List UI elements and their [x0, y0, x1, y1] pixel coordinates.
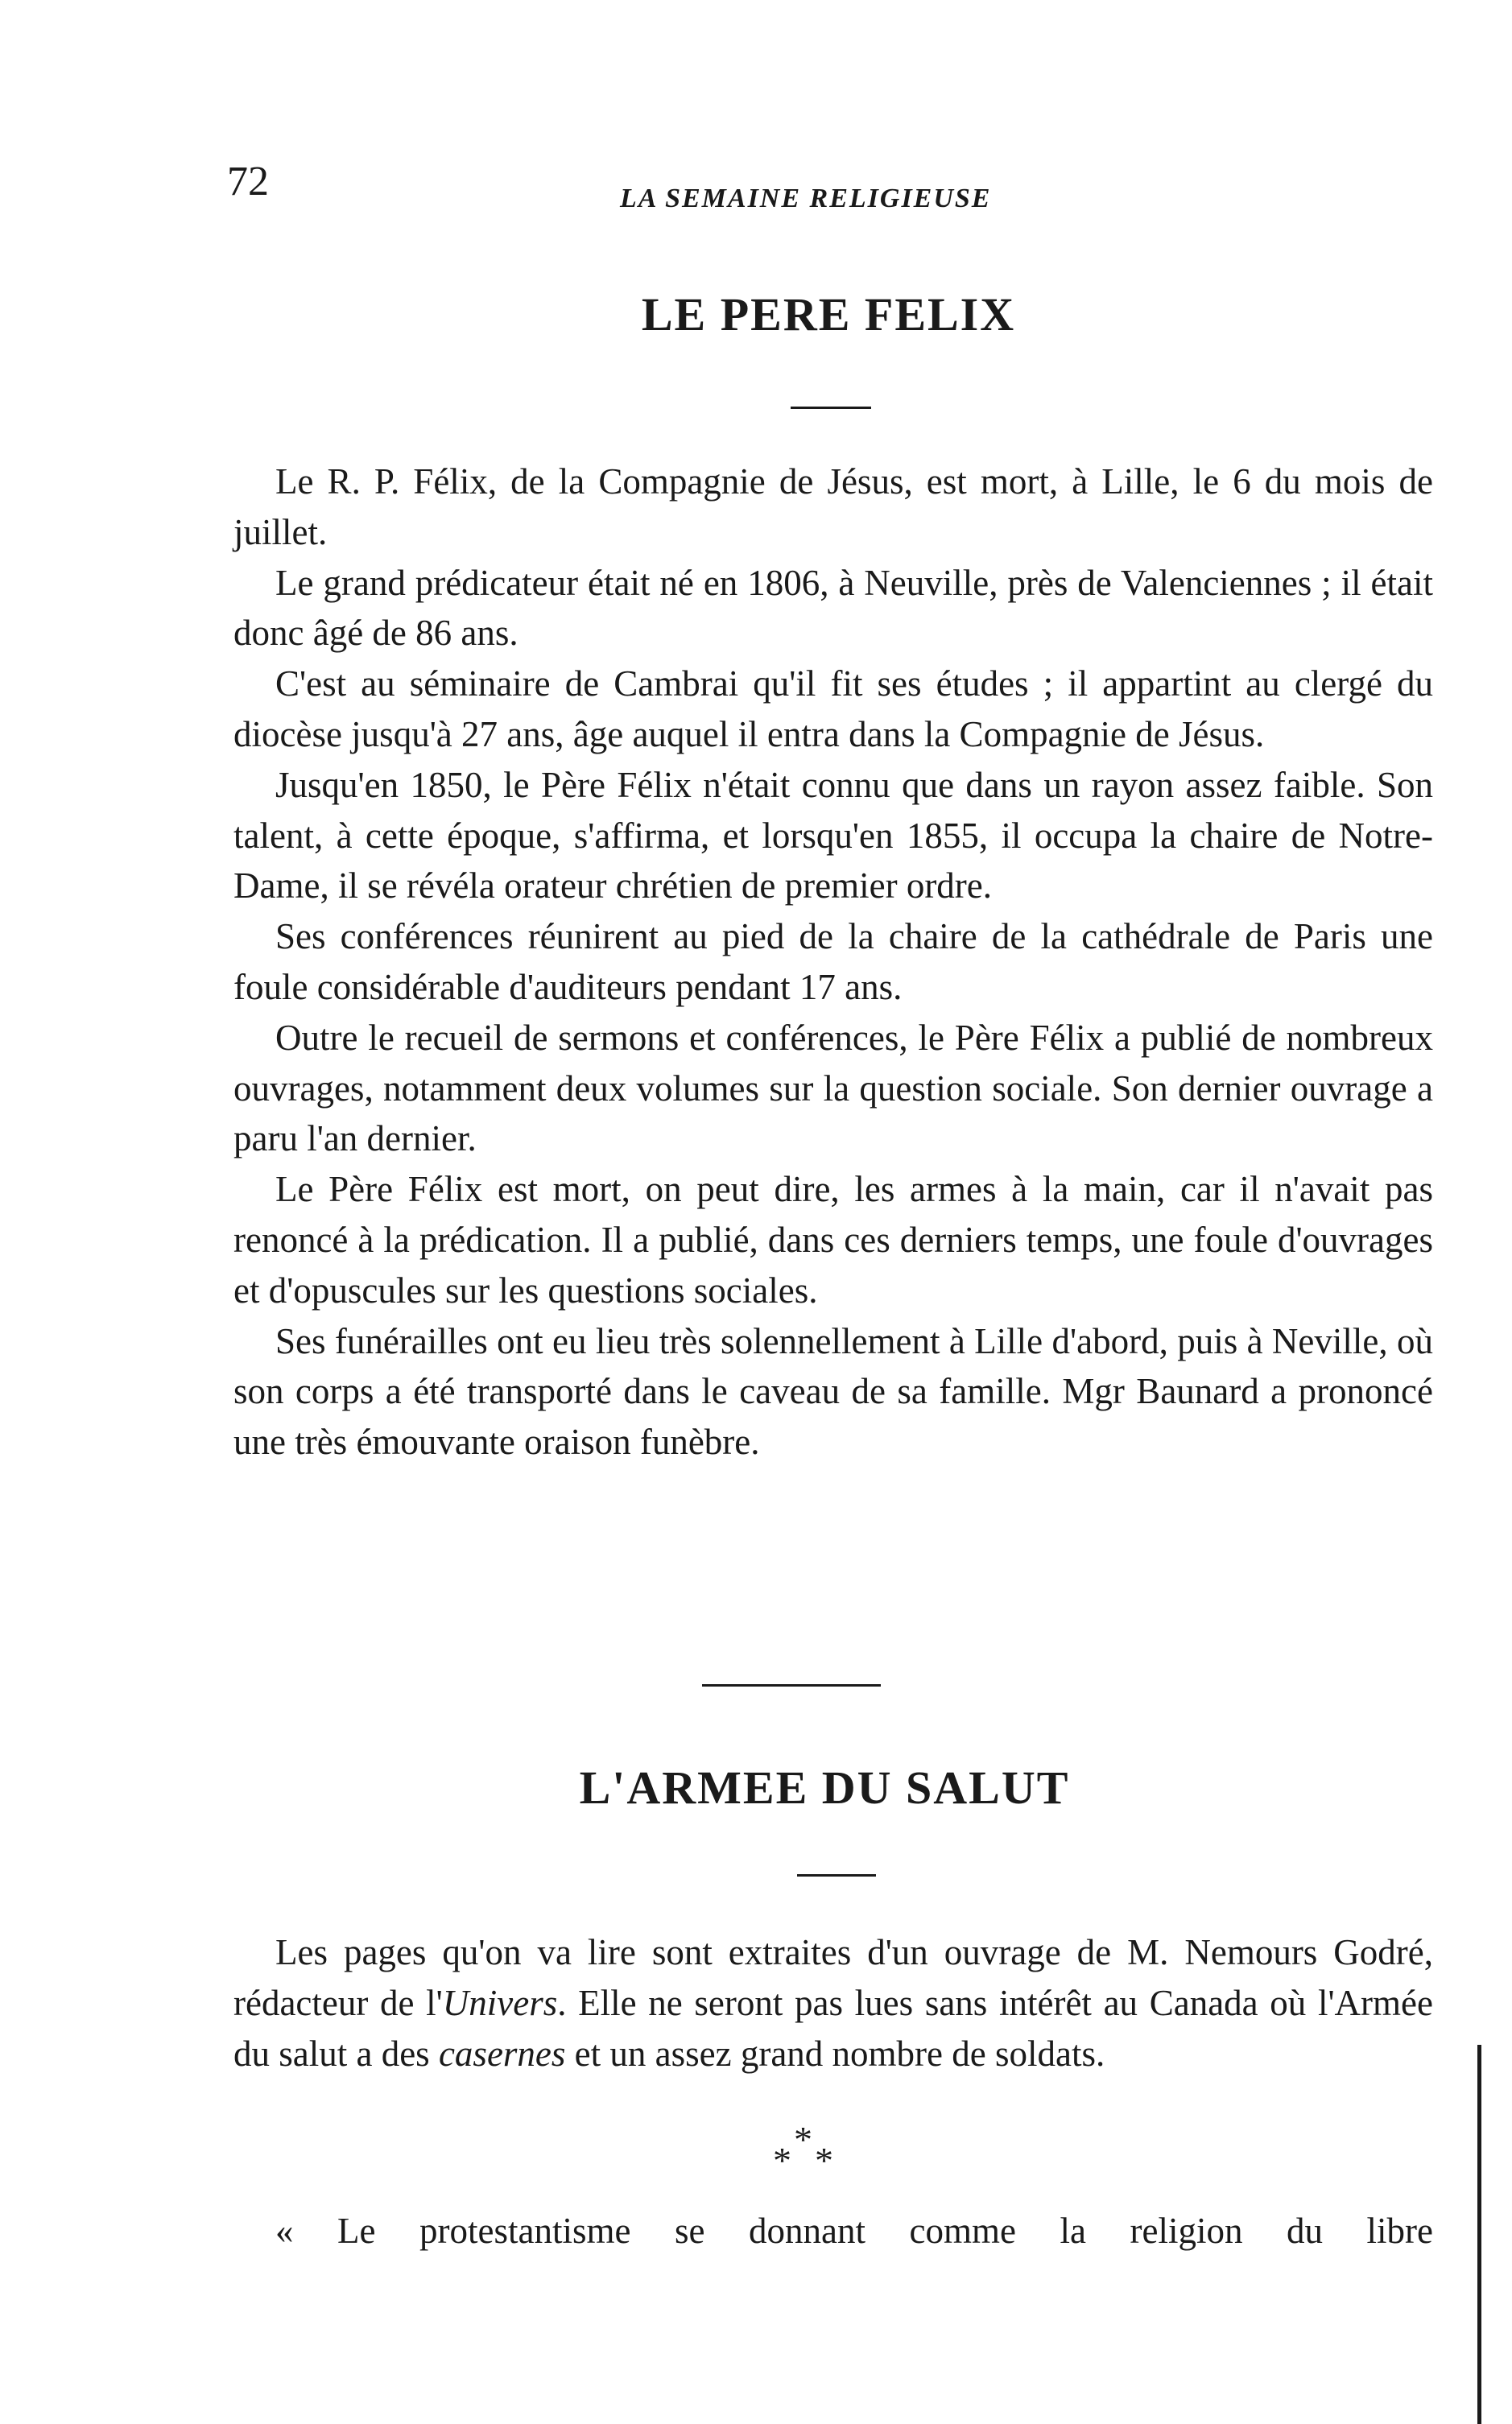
asterism — [773, 2121, 870, 2186]
intro-text: Les pages qu'on va lire sont extraites d'un ouvrage de M. Nemours Godré, rédacteur de l' — [233, 1932, 1433, 2023]
paragraph: Ses conférences réunirent au pied de la chaire de la cathédrale de Paris une foule considérable d'auditeurs pendant 17 ans. — [233, 916, 1433, 1007]
page-number: 72 — [227, 159, 269, 204]
title-rule — [791, 407, 871, 409]
article-intro-armee-du-salut — [233, 1927, 1433, 2079]
casernes-word: casernes — [438, 2033, 566, 2074]
quote-opening-line: « Le protestantisme se donnant comme la religion du libre — [275, 2211, 1433, 2251]
page-edge-line — [1477, 2045, 1481, 2424]
intro-text: et un assez grand nombre de soldats. — [565, 2033, 1105, 2074]
paragraph: Le grand prédicateur était né en 1806, à Neuville, près de Valenciennes ; il était donc âgé de 86 ans. — [233, 562, 1433, 654]
intro-paragraph — [233, 1927, 1433, 2079]
running-title: LA SEMAINE RELIGIEUSE — [620, 184, 992, 213]
paragraph: Le R. P. Félix, de la Compagnie de Jésus, est mort, à Lille, le 6 du mois de juillet. — [233, 461, 1433, 552]
paragraph: Outre le recueil de sermons et conférences, le Père Félix a publié de nombreux ouvrages, notamment deux volumes sur la question sociale. Son dernier ouvrage a paru l'an dernier. — [233, 1017, 1433, 1159]
asterisk: * — [815, 2140, 833, 2181]
asterisk: * — [773, 2140, 791, 2181]
asterisk: * — [794, 2119, 812, 2160]
paragraph: Ses funérailles ont eu lieu très solennellement à Lille d'abord, puis à Neville, où son corps a été transporté dans le caveau de sa famille. Mgr Baunard a prononcé une très émouvante oraison funèbre. — [233, 1320, 1433, 1463]
paragraph: Jusqu'en 1850, le Père Félix n'était connu que dans un rayon assez faible. Son talent, à cette époque, s'affirma, et lorsqu'en 1855, il occupa la chaire de Notre-Dame, il se révéla orateur chrétien de premier ordre. — [233, 764, 1433, 906]
article-title-pere-felix: LE PERE FELIX — [641, 288, 1016, 341]
article-body-pere-felix — [233, 456, 1433, 1468]
article-title-armee-du-salut: L'ARMEE DU SALUT — [579, 1761, 1070, 1814]
paragraph: C'est au séminaire de Cambrai qu'il fit ses études ; il appartint au clergé du diocèse jusqu'à 27 ans, âge auquel il entra dans la Compagnie de Jésus. — [233, 663, 1433, 754]
paragraph: Le Père Félix est mort, on peut dire, les armes à la main, car il n'avait pas renoncé à la prédication. Il a publié, dans ces derniers temps, une foule d'ouvrages et d'opuscules sur les questions sociales. — [233, 1169, 1433, 1311]
intro-text: . Elle ne seront pas lues sans intérêt au Canada où l'Armée du salut a des — [233, 1982, 1433, 2074]
section-divider — [702, 1684, 881, 1687]
univers-title: Univers — [442, 1982, 558, 2023]
title-rule — [797, 1874, 876, 1877]
